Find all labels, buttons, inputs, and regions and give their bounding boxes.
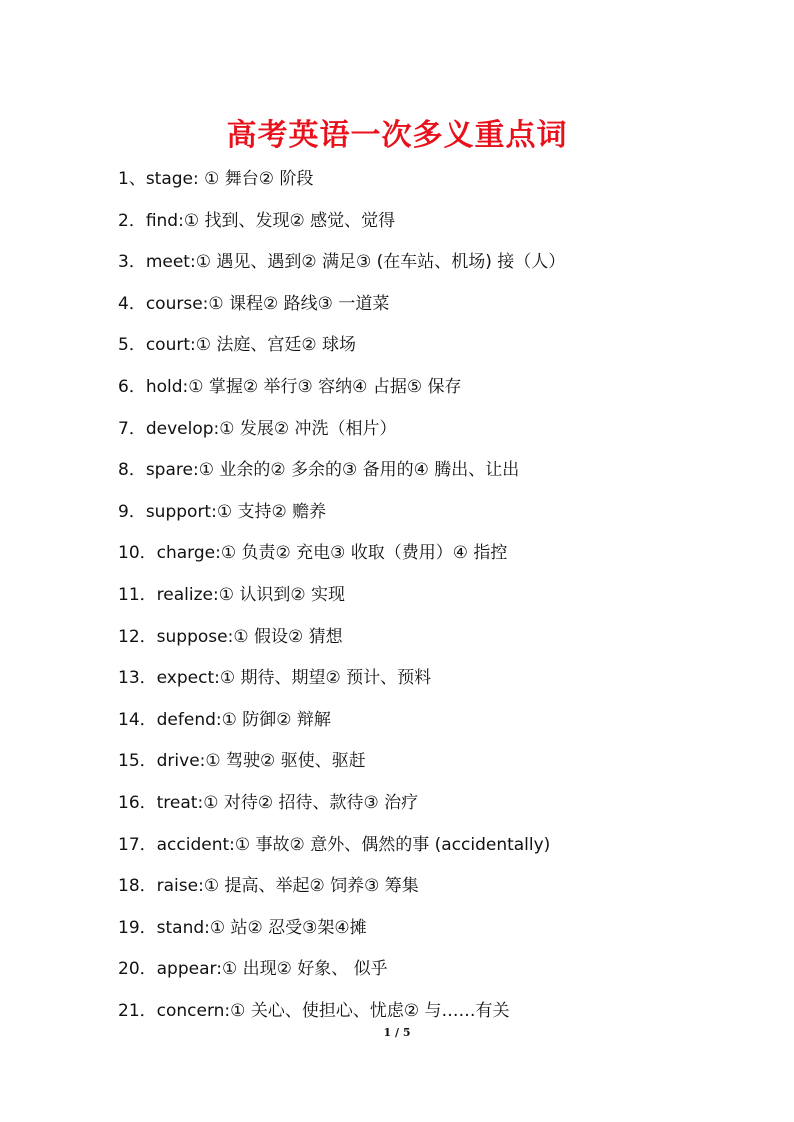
page-number: 1 / 5 bbox=[383, 1026, 411, 1039]
entry-number: 4． bbox=[118, 293, 146, 314]
page-title: 高考英语一次多义重点词 bbox=[226, 118, 568, 153]
entry-word: stand: bbox=[156, 917, 210, 938]
entry-meanings: ① 驾驶② 驱使、驱赶 bbox=[205, 751, 366, 772]
entry-meanings: ① 法庭、宫廷② 球场 bbox=[195, 335, 357, 356]
entry-meanings: ① 负责② 充电③ 收取（费用）④ 指控 bbox=[220, 543, 508, 564]
entry-number: 18． bbox=[118, 876, 157, 897]
entry-number: 8． bbox=[118, 460, 146, 481]
entry-word: treat: bbox=[156, 792, 204, 813]
entry-meanings: ① 业余的② 多余的③ 备用的④ 腾出、让出 bbox=[198, 460, 520, 481]
list-item bbox=[118, 786, 565, 828]
entry-number: 13． bbox=[118, 668, 157, 689]
entry-number: 14． bbox=[118, 709, 157, 730]
entry-number: 19． bbox=[118, 917, 157, 938]
entry-meanings: ① 提高、举起② 饲养③ 筹集 bbox=[203, 876, 419, 897]
entry-word: charge: bbox=[156, 543, 221, 564]
entry-meanings: ① 发展② 冲洗（相片） bbox=[219, 418, 397, 439]
entry-meanings: ① 掌握② 举行③ 容纳④ 占据⑤ 保存 bbox=[188, 376, 462, 397]
entry-number: 21． bbox=[118, 1000, 157, 1021]
entry-number: 9． bbox=[118, 501, 146, 522]
entry-meanings: ① 支持② 赡养 bbox=[216, 501, 327, 522]
entry-meanings: ① 舞台② 阶段 bbox=[204, 169, 314, 189]
entry-meanings: ① 关心、使担心、忧虑② 与……有关 bbox=[230, 1000, 510, 1021]
list-item bbox=[118, 370, 565, 412]
entry-word: meet: bbox=[145, 252, 196, 273]
entry-word: stage: bbox=[145, 169, 205, 189]
list-item bbox=[118, 412, 565, 454]
entry-word: find: bbox=[145, 210, 184, 231]
entry-word: drive: bbox=[156, 751, 206, 772]
list-item bbox=[118, 245, 565, 287]
list-item bbox=[118, 911, 565, 953]
entry-number: 12． bbox=[118, 626, 157, 647]
entry-word: develop: bbox=[145, 418, 220, 439]
list-item bbox=[118, 661, 565, 703]
entry-word: spare: bbox=[145, 460, 199, 481]
entry-word: realize: bbox=[156, 584, 219, 605]
list-item bbox=[118, 828, 565, 870]
entry-number: 3． bbox=[118, 252, 146, 273]
entry-number: 16． bbox=[118, 792, 157, 813]
list-item bbox=[118, 744, 565, 786]
list-item bbox=[118, 204, 565, 246]
entry-meanings: ① 期待、期望② 预计、预料 bbox=[219, 668, 432, 689]
entry-word: support: bbox=[145, 501, 217, 522]
entry-number: 15． bbox=[118, 751, 157, 772]
entry-word: defend: bbox=[156, 709, 222, 730]
entry-number: 11． bbox=[118, 584, 157, 605]
list-item bbox=[118, 495, 565, 537]
entry-meanings: ① 出现② 好象、 似乎 bbox=[221, 959, 388, 980]
list-item bbox=[118, 287, 565, 329]
entry-word: accident: bbox=[156, 834, 235, 855]
list-item bbox=[118, 578, 565, 620]
entry-number: 1、 bbox=[118, 169, 146, 189]
entry-meanings: ① 认识到② 实现 bbox=[218, 584, 345, 605]
entry-word: expect: bbox=[156, 668, 220, 689]
list-item bbox=[118, 952, 565, 994]
entry-word: suppose: bbox=[156, 626, 234, 647]
list-item bbox=[118, 620, 565, 662]
entry-word: appear: bbox=[156, 959, 222, 980]
entry-number: 2． bbox=[118, 210, 146, 231]
entry-meanings: ① 课程② 路线③ 一道菜 bbox=[208, 293, 390, 314]
list-item bbox=[118, 703, 565, 745]
list-item bbox=[118, 453, 565, 495]
list-item bbox=[118, 328, 565, 370]
entry-word: hold: bbox=[145, 376, 189, 397]
entry-word: concern: bbox=[156, 1000, 231, 1021]
list-item bbox=[118, 536, 565, 578]
entry-word: court: bbox=[145, 335, 196, 356]
entry-meanings: ① 站② 忍受③架④摊 bbox=[209, 917, 367, 938]
list-item bbox=[118, 869, 565, 911]
entry-number: 5． bbox=[118, 335, 146, 356]
entry-meanings: ① 防御② 辩解 bbox=[221, 709, 331, 730]
entry-meanings: ① 遇见、遇到② 满足③ (在车站、机场) 接（人） bbox=[195, 252, 566, 273]
entry-meanings: ① 假设② 猜想 bbox=[233, 626, 343, 647]
entry-number: 7． bbox=[118, 418, 146, 439]
entry-meanings: ① 对待② 招待、款待③ 治疗 bbox=[203, 792, 419, 813]
entry-word: course: bbox=[145, 293, 209, 314]
entry-meanings: ① 事故② 意外、偶然的事 (accidentally) bbox=[234, 834, 551, 855]
entry-number: 6． bbox=[118, 376, 146, 397]
vocabulary-list bbox=[118, 162, 565, 1035]
entry-number: 17． bbox=[118, 834, 157, 855]
entry-number: 20． bbox=[118, 959, 157, 980]
entry-number: 10． bbox=[118, 543, 157, 564]
list-item bbox=[118, 162, 565, 204]
entry-meanings: ① 找到、发现② 感觉、觉得 bbox=[183, 210, 396, 231]
entry-word: raise: bbox=[156, 876, 204, 897]
